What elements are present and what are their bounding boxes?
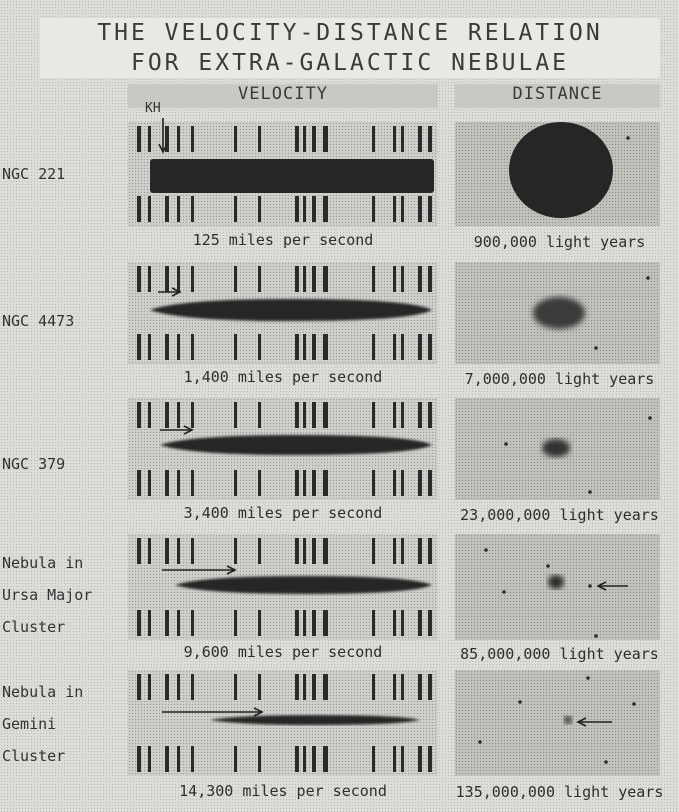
row-2-velocity-caption: 1,400 miles per second (183, 368, 383, 386)
row-2-upper-comparison-line (148, 266, 151, 292)
row-4-upper-comparison-line (191, 538, 194, 564)
row-3-lower-comparison-line (191, 470, 194, 496)
row-4-lower-comparison-line (401, 610, 404, 636)
row-1-lower-comparison-line (312, 196, 316, 222)
row-4-distance-caption: 85,000,000 light years (460, 645, 659, 663)
row-4-name-line-3: Cluster (2, 618, 66, 636)
row-1-lower-comparison-line (323, 196, 328, 222)
row-5-nebula-image (564, 716, 572, 724)
title-line-1: THE VELOCITY-DISTANCE RELATION (97, 20, 603, 46)
row-1-upper-comparison-line (137, 126, 141, 152)
row-4-lower-comparison-line (393, 610, 396, 636)
row-3-name-line-1: NGC 379 (2, 455, 66, 473)
row-3-lower-comparison-line (418, 470, 422, 496)
row-1-upper-comparison-line (148, 126, 151, 152)
row-3-upper-comparison-line (428, 402, 432, 428)
row-3-lower-comparison-line (323, 470, 328, 496)
row-2-lower-comparison-line (148, 334, 151, 360)
field-star (518, 700, 522, 704)
row-2-upper-comparison-line (258, 266, 261, 292)
row-4-lower-comparison-line (303, 610, 306, 636)
row-5-upper-comparison-line (148, 674, 151, 700)
row-1-nebula-spectrum (150, 159, 434, 193)
row-3-lower-comparison-line (258, 470, 261, 496)
row-3-upper-comparison-line (393, 402, 396, 428)
row-2-lower-comparison-line (177, 334, 180, 360)
row-1-upper-comparison-line (401, 126, 404, 152)
row-4-upper-comparison-line (428, 538, 432, 564)
row-5-lower-comparison-line (295, 746, 299, 772)
row-2-upper-comparison-line (303, 266, 306, 292)
row-4-upper-comparison-line (323, 538, 328, 564)
row-3-lower-comparison-line (372, 470, 375, 496)
row-3-upper-comparison-line (191, 402, 194, 428)
row-5-upper-comparison-line (177, 674, 180, 700)
row-4-upper-comparison-line (312, 538, 316, 564)
row-5-lower-comparison-line (372, 746, 375, 772)
row-2-lower-comparison-line (165, 334, 169, 360)
row-4-upper-comparison-line (303, 538, 306, 564)
row-4-upper-comparison-line (372, 538, 375, 564)
row-3-lower-comparison-line (148, 470, 151, 496)
row-2-lower-comparison-line (303, 334, 306, 360)
row-1-lower-comparison-line (258, 196, 261, 222)
title-line-2: FOR EXTRA-GALACTIC NEBULAE (130, 50, 570, 76)
row-5-velocity-caption: 14,300 miles per second (179, 782, 387, 800)
row-3-upper-comparison-line (137, 402, 141, 428)
row-5-upper-comparison-line (393, 674, 396, 700)
row-3-nebula-image (542, 439, 570, 457)
row-1-lower-comparison-line (148, 196, 151, 222)
row-3-lower-comparison-line (303, 470, 306, 496)
row-5-upper-comparison-line (137, 674, 141, 700)
row-1-distance-caption: 900,000 light years (473, 233, 646, 251)
row-2-nebula-spectrum (150, 299, 432, 321)
row-5-distance-caption: 135,000,000 light years (455, 783, 664, 801)
row-4-velocity-caption: 9,600 miles per second (183, 643, 383, 661)
row-2-lower-comparison-line (258, 334, 261, 360)
row-5-upper-comparison-line (323, 674, 328, 700)
row-3-lower-comparison-line (234, 470, 237, 496)
field-star (594, 634, 598, 638)
row-5-lower-comparison-line (148, 746, 151, 772)
row-5-upper-comparison-line (418, 674, 422, 700)
row-2-lower-comparison-line (401, 334, 404, 360)
row-1-upper-comparison-line (191, 126, 194, 152)
row-2-lower-comparison-line (234, 334, 237, 360)
row-2-lower-comparison-line (418, 334, 422, 360)
row-3-velocity-caption: 3,400 miles per second (183, 504, 383, 522)
row-3-upper-comparison-line (295, 402, 299, 428)
row-5-name-line-2: Gemini (2, 715, 57, 733)
row-4-upper-comparison-line (137, 538, 141, 564)
nebula-spectra (150, 159, 434, 725)
row-4-lower-comparison-line (258, 610, 261, 636)
row-3-upper-comparison-line (177, 402, 180, 428)
row-5-lower-comparison-line (418, 746, 422, 772)
field-star (646, 276, 650, 280)
row-4-name-line-2: Ursa Major (2, 586, 93, 604)
row-4-upper-comparison-line (148, 538, 151, 564)
row-2-upper-comparison-line (418, 266, 422, 292)
row-5-lower-comparison-line (303, 746, 306, 772)
row-1-upper-comparison-line (295, 126, 299, 152)
field-star (586, 676, 590, 680)
field-star (604, 760, 608, 764)
row-5-lower-comparison-line (401, 746, 404, 772)
row-2-name-line-1: NGC 4473 (2, 312, 75, 330)
row-5-lower-comparison-line (234, 746, 237, 772)
row-5-upper-comparison-line (191, 674, 194, 700)
row-2-upper-comparison-line (165, 266, 169, 292)
row-1-upper-comparison-line (418, 126, 422, 152)
row-3-upper-comparison-line (418, 402, 422, 428)
row-3-lower-comparison-line (401, 470, 404, 496)
row-4-nebula-image (548, 575, 564, 589)
row-1-upper-comparison-line (372, 126, 375, 152)
row-3-upper-comparison-line (323, 402, 328, 428)
row-5-upper-comparison-line (165, 674, 169, 700)
row-5-nebula-spectrum (210, 715, 420, 725)
row-2-upper-comparison-line (312, 266, 316, 292)
row-2-lower-comparison-line (191, 334, 194, 360)
row-2-upper-comparison-line (295, 266, 299, 292)
row-1-upper-comparison-line (258, 126, 261, 152)
row-4-upper-comparison-line (234, 538, 237, 564)
row-4-lower-comparison-line (418, 610, 422, 636)
row-2-lower-comparison-line (428, 334, 432, 360)
row-1-lower-comparison-line (372, 196, 375, 222)
row-1-nebula-image (509, 122, 613, 218)
row-3-upper-comparison-line (312, 402, 316, 428)
row-4-upper-comparison-line (401, 538, 404, 564)
row-3-upper-comparison-line (401, 402, 404, 428)
field-star (484, 548, 488, 552)
row-1-lower-comparison-line (234, 196, 237, 222)
row-5-upper-comparison-line (258, 674, 261, 700)
row-5-upper-comparison-line (303, 674, 306, 700)
row-5-lower-comparison-line (191, 746, 194, 772)
row-3-upper-comparison-line (165, 402, 169, 428)
row-5-upper-comparison-line (401, 674, 404, 700)
field-star (626, 136, 630, 140)
kh-label: KH (145, 101, 161, 116)
row-4-nebula-spectrum (175, 576, 432, 594)
row-5-name-line-3: Cluster (2, 747, 66, 765)
row-1-upper-comparison-line (303, 126, 306, 152)
row-1-lower-comparison-line (177, 196, 180, 222)
row-4-upper-comparison-line (418, 538, 422, 564)
row-5-upper-comparison-line (428, 674, 432, 700)
row-1-upper-comparison-line (323, 126, 328, 152)
row-4-lower-comparison-line (137, 610, 141, 636)
row-4-lower-comparison-line (234, 610, 237, 636)
row-2-upper-comparison-line (428, 266, 432, 292)
row-3-lower-comparison-line (295, 470, 299, 496)
row-5-lower-comparison-line (323, 746, 328, 772)
row-5-lower-comparison-line (177, 746, 180, 772)
row-4-upper-comparison-line (165, 538, 169, 564)
row-1-lower-comparison-line (393, 196, 396, 222)
row-5-lower-comparison-line (312, 746, 316, 772)
field-star (648, 416, 652, 420)
row-2-lower-comparison-line (312, 334, 316, 360)
row-4-upper-comparison-line (258, 538, 261, 564)
field-star (588, 584, 592, 588)
row-4-lower-comparison-line (165, 610, 169, 636)
row-2-nebula-image (533, 297, 585, 329)
row-4-lower-comparison-line (295, 610, 299, 636)
row-5-name-line-1: Nebula in (2, 683, 84, 701)
nebula-images (478, 122, 652, 764)
row-2-lower-comparison-line (393, 334, 396, 360)
row-4-lower-comparison-line (428, 610, 432, 636)
row-4-lower-comparison-line (312, 610, 316, 636)
row-1-lower-comparison-line (303, 196, 306, 222)
row-4-lower-comparison-line (191, 610, 194, 636)
row-1-lower-comparison-line (191, 196, 194, 222)
row-1-lower-comparison-line (401, 196, 404, 222)
row-2-lower-comparison-line (372, 334, 375, 360)
row-3-upper-comparison-line (303, 402, 306, 428)
row-3-lower-comparison-line (393, 470, 396, 496)
row-2-upper-comparison-line (372, 266, 375, 292)
row-3-lower-comparison-line (177, 470, 180, 496)
row-5-lower-comparison-line (428, 746, 432, 772)
row-5-lower-comparison-line (258, 746, 261, 772)
row-3-lower-comparison-line (428, 470, 432, 496)
row-1-lower-comparison-line (137, 196, 141, 222)
field-star (504, 442, 508, 446)
row-2-lower-comparison-line (295, 334, 299, 360)
row-3-upper-comparison-line (258, 402, 261, 428)
row-2-upper-comparison-line (401, 266, 404, 292)
row-4-name-line-1: Nebula in (2, 554, 84, 572)
row-2-upper-comparison-line (191, 266, 194, 292)
row-2-lower-comparison-line (137, 334, 141, 360)
row-1-upper-comparison-line (177, 126, 180, 152)
row-4-upper-comparison-line (295, 538, 299, 564)
row-2-upper-comparison-line (323, 266, 328, 292)
row-5-upper-comparison-line (295, 674, 299, 700)
field-star (546, 564, 550, 568)
row-1-lower-comparison-line (418, 196, 422, 222)
row-5-upper-comparison-line (234, 674, 237, 700)
row-1-name-line-1: NGC 221 (2, 165, 66, 183)
distance-column-heading: DISTANCE (455, 84, 660, 108)
row-3-distance-caption: 23,000,000 light years (460, 506, 659, 524)
row-3-lower-comparison-line (165, 470, 169, 496)
row-5-lower-comparison-line (393, 746, 396, 772)
field-star (594, 346, 598, 350)
row-1-upper-comparison-line (393, 126, 396, 152)
row-5-lower-comparison-line (165, 746, 169, 772)
row-5-upper-comparison-line (372, 674, 375, 700)
row-1-lower-comparison-line (295, 196, 299, 222)
field-star (588, 490, 592, 494)
row-3-lower-comparison-line (312, 470, 316, 496)
velocity-column-heading: VELOCITY (128, 84, 438, 108)
row-4-upper-comparison-line (177, 538, 180, 564)
row-1-lower-comparison-line (165, 196, 169, 222)
row-1-lower-comparison-line (428, 196, 432, 222)
row-5-upper-comparison-line (312, 674, 316, 700)
row-3-lower-comparison-line (137, 470, 141, 496)
row-4-lower-comparison-line (372, 610, 375, 636)
row-1-velocity-caption: 125 miles per second (192, 231, 374, 249)
row-3-upper-comparison-line (148, 402, 151, 428)
row-1-upper-comparison-line (234, 126, 237, 152)
row-2-upper-comparison-line (393, 266, 396, 292)
row-4-lower-comparison-line (148, 610, 151, 636)
row-2-lower-comparison-line (323, 334, 328, 360)
row-4-upper-comparison-line (393, 538, 396, 564)
row-3-upper-comparison-line (234, 402, 237, 428)
row-3-nebula-spectrum (160, 435, 432, 455)
field-star (632, 702, 636, 706)
row-4-lower-comparison-line (323, 610, 328, 636)
row-4-lower-comparison-line (177, 610, 180, 636)
row-3-upper-comparison-line (372, 402, 375, 428)
row-1-upper-comparison-line (312, 126, 316, 152)
row-2-upper-comparison-line (234, 266, 237, 292)
row-2-upper-comparison-line (177, 266, 180, 292)
row-2-distance-caption: 7,000,000 light years (464, 370, 655, 388)
field-star (502, 590, 506, 594)
row-1-upper-comparison-line (428, 126, 432, 152)
row-2-upper-comparison-line (137, 266, 141, 292)
field-star (478, 740, 482, 744)
row-5-lower-comparison-line (137, 746, 141, 772)
